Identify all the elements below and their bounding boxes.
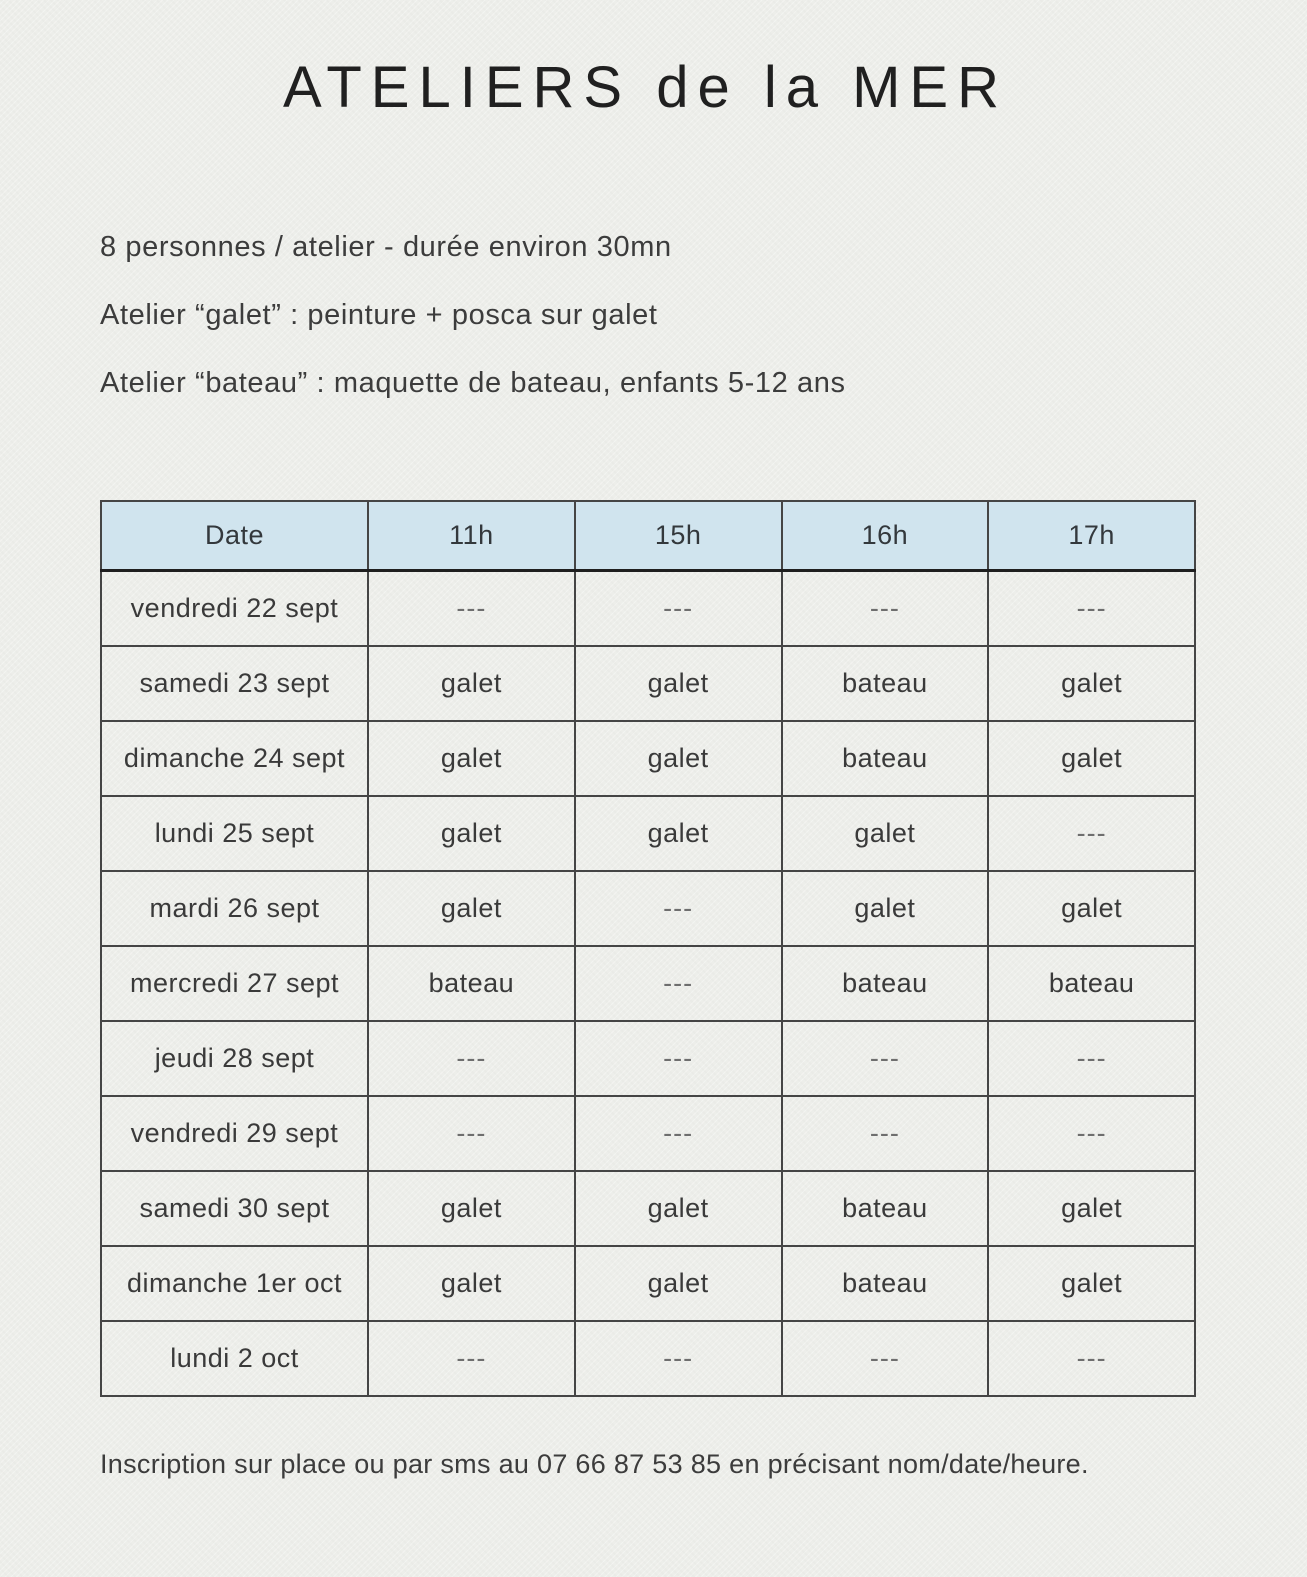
slot-cell: --- [988,1096,1195,1171]
schedule-header [101,501,1195,571]
intro-section [100,230,1196,400]
table-row [101,1246,1195,1321]
slot-cell: bateau [782,1171,989,1246]
header-date: Date [101,501,368,571]
table-row [101,1021,1195,1096]
slot-cell: --- [368,1096,575,1171]
header-time-15h: 15h [575,501,782,571]
slot-cell: galet [368,796,575,871]
slot-cell: galet [575,721,782,796]
table-row [101,946,1195,1021]
header-time-17h: 17h [988,501,1195,571]
header-row [101,501,1195,571]
slot-cell: galet [782,871,989,946]
slot-cell: galet [988,721,1195,796]
slot-cell: galet [368,871,575,946]
date-cell: jeudi 28 sept [101,1021,368,1096]
slot-cell: --- [988,571,1195,646]
slot-cell: galet [368,1171,575,1246]
slot-cell: --- [782,1021,989,1096]
date-cell: dimanche 1er oct [101,1246,368,1321]
slot-cell: galet [575,1171,782,1246]
table-row [101,646,1195,721]
table-row [101,1321,1195,1396]
slot-cell: --- [575,571,782,646]
slot-cell: --- [575,871,782,946]
intro-line-atelier-bateau: Atelier “bateau” : maquette de bateau, enfants 5-12 ans [100,366,846,399]
date-cell: mercredi 27 sept [101,946,368,1021]
slot-cell: bateau [782,646,989,721]
page-title: ATELIERS de la MER [282,55,1008,120]
registration-note: Inscription sur place ou par sms au 07 66 87 53 85 en précisant nom/date/heure. [100,1448,1089,1479]
slot-cell: galet [368,646,575,721]
slot-cell: galet [988,871,1195,946]
slot-cell: --- [575,946,782,1021]
table-row [101,1096,1195,1171]
slot-cell: galet [988,646,1195,721]
slot-cell: galet [988,1171,1195,1246]
slot-cell: bateau [782,721,989,796]
table-row [101,721,1195,796]
table-row [101,571,1195,646]
header-time-16h: 16h [782,501,989,571]
slot-cell: --- [575,1321,782,1396]
slot-cell: galet [575,796,782,871]
date-cell: dimanche 24 sept [101,721,368,796]
slot-cell: galet [575,1246,782,1321]
intro-line-capacity: 8 personnes / atelier - durée environ 30mn [100,230,672,263]
slot-cell: --- [782,1321,989,1396]
table-row [101,1171,1195,1246]
slot-cell: --- [368,571,575,646]
intro-line-atelier-galet: Atelier “galet” : peinture + posca sur galet [100,298,658,331]
date-cell: samedi 30 sept [101,1171,368,1246]
header-time-11h: 11h [368,501,575,571]
schedule-body [101,571,1195,1396]
slot-cell: --- [368,1321,575,1396]
slot-cell: --- [988,796,1195,871]
slot-cell: --- [782,571,989,646]
table-row [101,796,1195,871]
slot-cell: --- [575,1096,782,1171]
slot-cell: bateau [368,946,575,1021]
date-cell: samedi 23 sept [101,646,368,721]
date-cell: lundi 2 oct [101,1321,368,1396]
slot-cell: --- [368,1021,575,1096]
slot-cell: --- [988,1321,1195,1396]
date-cell: vendredi 22 sept [101,571,368,646]
date-cell: vendredi 29 sept [101,1096,368,1171]
slot-cell: --- [988,1021,1195,1096]
slot-cell: bateau [782,1246,989,1321]
slot-cell: --- [782,1096,989,1171]
slot-cell: bateau [782,946,989,1021]
schedule-table [100,500,1196,1397]
date-cell: lundi 25 sept [101,796,368,871]
slot-cell: galet [988,1246,1195,1321]
slot-cell: galet [368,1246,575,1321]
table-row [101,871,1195,946]
slot-cell: galet [368,721,575,796]
slot-cell: galet [782,796,989,871]
slot-cell: galet [575,646,782,721]
slot-cell: bateau [988,946,1195,1021]
slot-cell: --- [575,1021,782,1096]
date-cell: mardi 26 sept [101,871,368,946]
